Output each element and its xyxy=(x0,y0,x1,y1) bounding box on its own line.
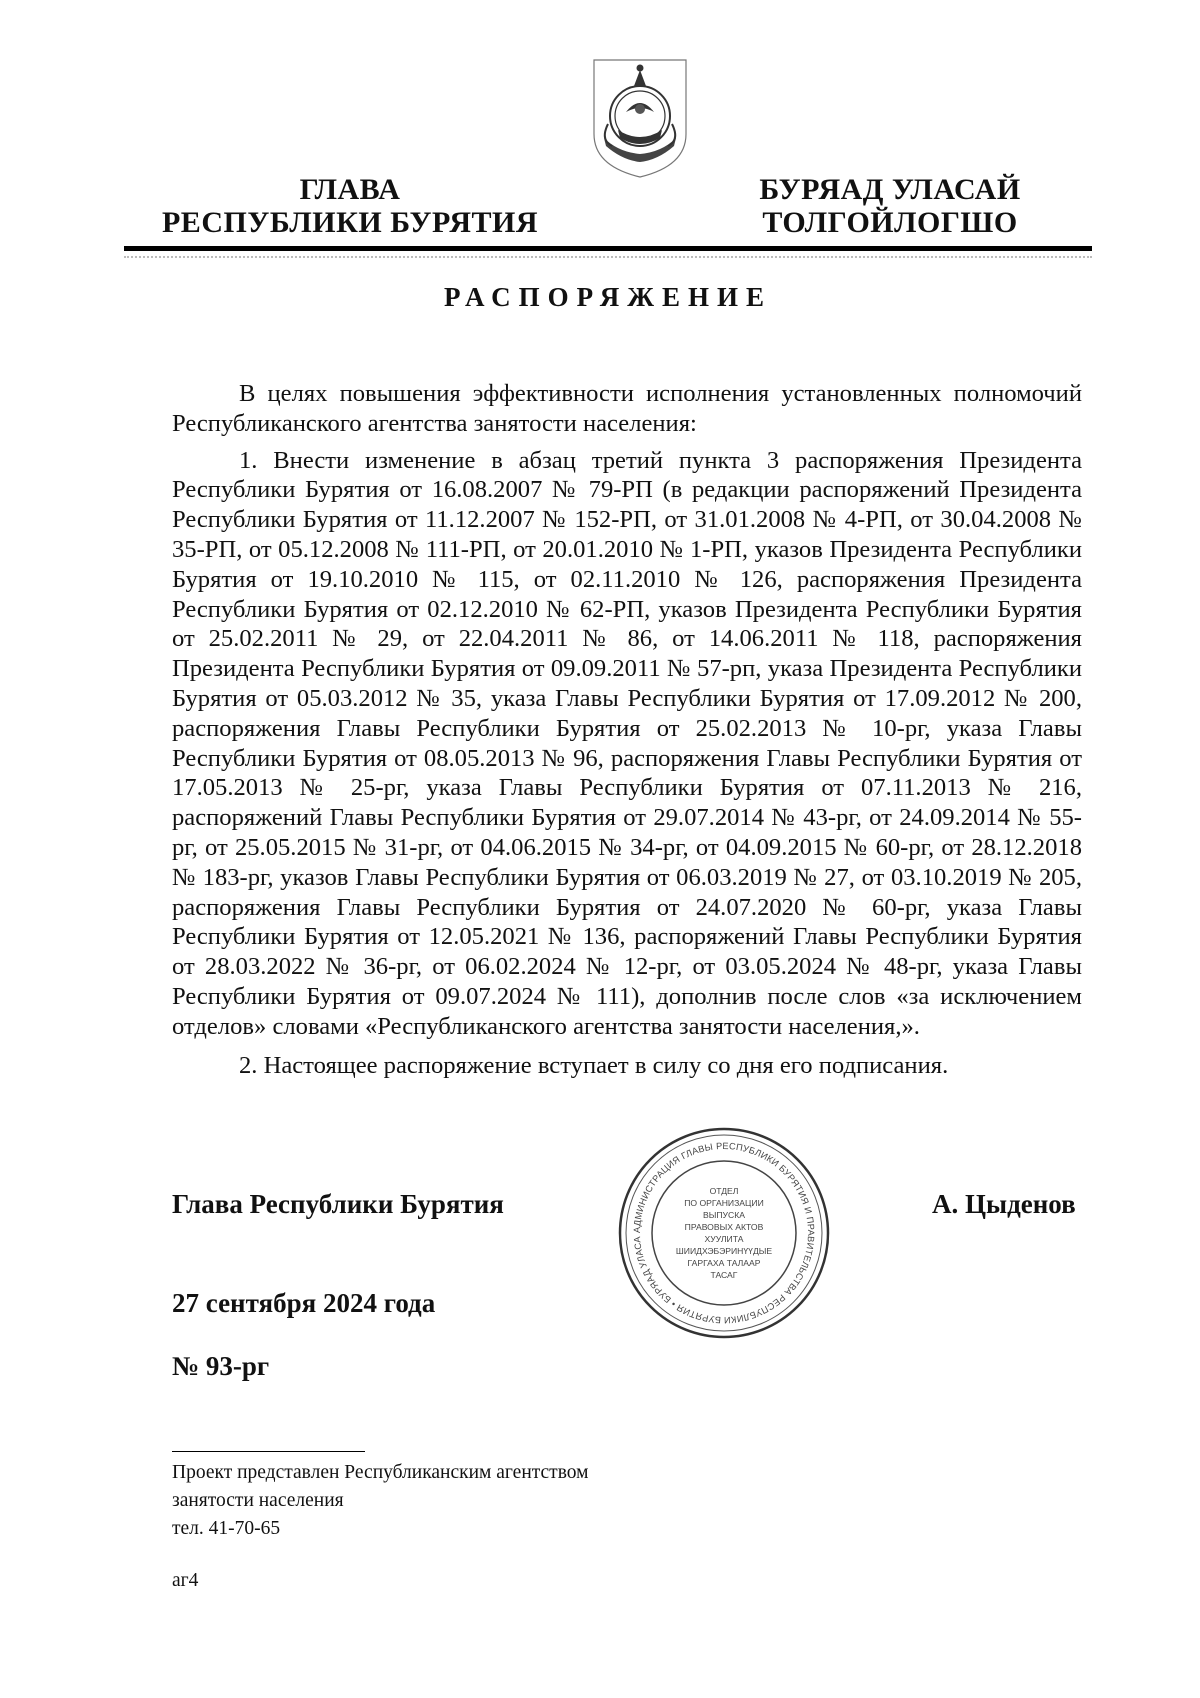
footnote-divider xyxy=(172,1451,365,1452)
official-stamp xyxy=(617,1126,831,1340)
stamp-center-line: ШИИДХЭБЭРИНҮҮДЫЕ xyxy=(675,1246,773,1256)
stamp-center-text xyxy=(676,1186,772,1280)
body-item-2: 2. Настоящее распоряжение вступает в силу со дня его подписания. xyxy=(239,1051,949,1079)
stamp-center-line: ВЫПУСКА xyxy=(703,1210,745,1220)
document-title: РАСПОРЯЖЕНИЕ xyxy=(443,282,773,312)
footnote xyxy=(172,1459,589,1543)
footnote-line-1: Проект представлен Республиканским агентством xyxy=(172,1462,589,1483)
buryatia-coat-of-arms-icon xyxy=(588,54,692,180)
header-left-line1: ГЛАВА xyxy=(299,173,401,206)
stamp-seal-icon xyxy=(617,1126,831,1340)
stamp-ring-text: АДМИНИСТРАЦИЯ ГЛАВЫ РЕСПУБЛИКИ БУРЯТИЯ И ПРАВИТЕЛЬСТВА РЕСПУБЛИКИ БУРЯТИЯ • БУРЯАД УЛАСА xyxy=(631,1140,817,1326)
footnote-line-2: занятости населения xyxy=(172,1490,344,1511)
document-number: № 93-рг xyxy=(172,1351,270,1381)
executor-code: аг4 xyxy=(172,1570,199,1591)
header-right-line1: БУРЯАД УЛАСАЙ xyxy=(759,173,1021,206)
stamp-center-line: ПО ОРГАНИЗАЦИИ xyxy=(684,1198,764,1208)
header-divider xyxy=(124,246,1092,251)
stamp-center-line: ПРАВОВЫХ АКТОВ xyxy=(684,1222,764,1232)
body-intro: В целях повышения эффективности исполнения установленных полномочий Республиканского агентства занятости населения: xyxy=(172,380,1082,437)
header-right-line2: ТОЛГОЙЛОГШО xyxy=(762,206,1018,239)
signature-name: А. Цыденов xyxy=(932,1189,1076,1219)
footnote-line-3: тел. 41-70-65 xyxy=(172,1518,281,1539)
stamp-center-line: ТАСАГ xyxy=(710,1270,738,1280)
header-divider-dotted xyxy=(124,256,1092,258)
coat-of-arms xyxy=(588,54,692,180)
document-date: 27 сентября 2024 года xyxy=(172,1288,436,1318)
header-left xyxy=(150,173,550,239)
stamp-center-line: ХУУЛИТА xyxy=(704,1234,744,1244)
body-item-1: 1. Внести изменение в абзац третий пункта 3 распоряжения Президента Республики Бурятия от 16.08.2007 № 79-РП (в редакции распоряжений Президента Республики Бурятия от 11.12.2007 № 152-РП, от 31.01.2008 № 4-РП, от 30.04.2008 № 35-РП, от 05.12.2008 № 111-РП, от 20.01.2010 № 1-РП, указов Президента Республики Бурятия от 19.10.2010 № 115, от 02.11.2010 № 126, распоряжения Президента Республики Бурятия от 02.12.2010 № 62-РП, указов Президента Республики Бурятия от 25.02.2011 № 29, от 22.04.2011 № 86, от 14.06.2011 № 118, распоряжения Президента Республики Бурятия от 09.09.2011 № 57-рп, указа Президента Республики Бурятия от 05.03.2012 № 35, указа Главы Республики Бурятия от 17.09.2012 № 200, распоряжения Главы Республики Бурятия от 25.02.2013 № 10-рг, указа Главы Республики Бурятия от 08.05.2013 № 96, распоряжения Главы Республики Бурятия от 17.05.2013 № 25-рг, указа Главы Республики Бурятия от 07.11.2013 № 216, распоряжений Главы Республики Бурятия от 29.07.2014 № 43-рг, от 24.09.2014 № 55-рг, от 25.05.2015 № 31-рг, от 04.06.2015 № 34-рг, от 04.09.2015 № 60-рг, от 28.12.2018 № 183-рг, указов Главы Республики Бурятия от 06.03.2019 № 27, от 03.10.2019 № 205, распоряжения Главы Республики Бурятия от 24.07.2020 № 60-рг, указа Главы Республики Бурятия от 12.05.2021 № 136, распоряжений Главы Республики Бурятия от 28.03.2022 № 36-рг, от 06.02.2024 № 12-рг, от 03.05.2024 № 48-рг, указа Главы Республики Бурятия от 09.07.2024 № 111), дополнив после слов «за исключением отделов» словами «Республиканского агентства занятости населения,». xyxy=(172,446,1082,1040)
stamp-center-line: ГАРГАХА ТАЛААР xyxy=(687,1258,761,1268)
stamp-center-line: ОТДЕЛ xyxy=(709,1186,739,1196)
header-left-line2: РЕСПУБЛИКИ БУРЯТИЯ xyxy=(161,206,539,239)
header-right xyxy=(720,173,1060,239)
signature-title: Глава Республики Бурятия xyxy=(172,1189,504,1219)
document-body xyxy=(172,379,1082,1080)
